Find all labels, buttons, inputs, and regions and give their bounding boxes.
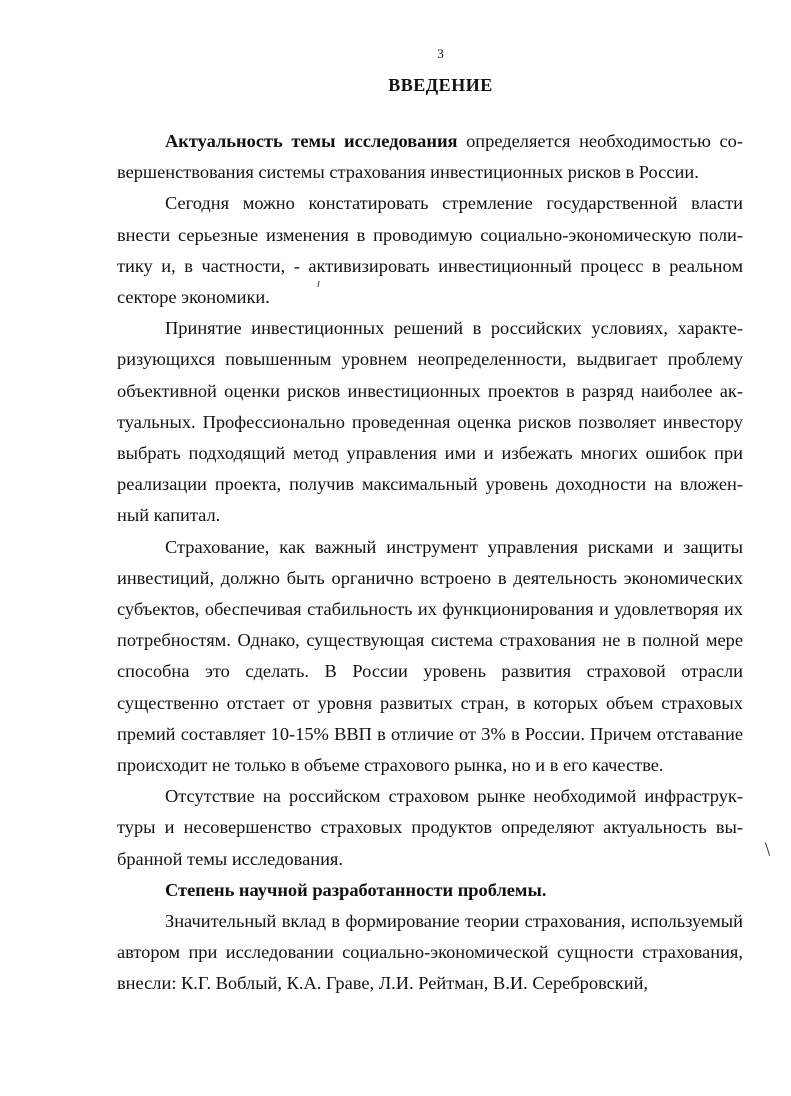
paragraph-relevance (117, 126, 743, 188)
page-heading: ВВЕДЕНИЕ (388, 75, 493, 95)
paragraph-insurance-role: Страхование, как важный инструмент управления рисками и защиты инвестиций, должно быть органично встроено в деятельность экономических субъектов, обеспечивая стабильность их функционирования и удовлетворяя их потребностям. Однако, существующая система страхования не в полной мере способна это сделать. В России уровень развития страховой отрасли существенно отстает от уровня развитых стран, в которых объем страховых премий составляет 10-15% ВВП в отличие от 3% в России. Причем отставание происходит не только в объеме страхового рынка, но и в его качестве. (117, 536, 743, 776)
subheading-research-degree: Степень научной разработанности проблемы. (165, 879, 547, 900)
paragraph-investment-decisions: Принятие инвестиционных решений в российских условиях, характеризующихся повышенным уровнем неопределенности, выдвигает проблему объективной оценки рисков инвестиционных проектов в разряд наиболее актуальных. Профессионально проведенная оценка рисков позволяет инвестору выбрать подходящий метод управления ими и избежать многих ошибок при реализации проекта, получив максимальный уровень доходности на вложенный капитал. (117, 318, 743, 526)
relevance-lead: Актуальность темы исследования (165, 131, 458, 151)
paragraph-state-policy: Сегодня можно констатировать стремление государственной власти внести серьезные изменения в проводимую социально-экономическую политику и, в частности, - активизировать инвестиционный процесс в реальном секторе экономики. (117, 193, 743, 308)
relevance-text: определяется необходимостью совершенствования системы страхования инвестиционных рисков в России. (117, 131, 743, 183)
page-number: 3 (437, 46, 444, 61)
scan-mark (765, 842, 770, 856)
body-text (117, 126, 743, 1000)
paragraph-contributors: Значительный вклад в формирование теории страхования, используемый автором при исследовании социально-экономической сущности страхования, внесли: К.Г. Воблый, К.А. Граве, Л.И. Рейтман, В.И. Серебровский, (117, 911, 743, 994)
paragraph-infrastructure: Отсутствие на российском страховом рынке необходимой инфраструктуры и несовершенство страховых продуктов определяют актуальность выбранной темы исследования. (117, 786, 743, 869)
